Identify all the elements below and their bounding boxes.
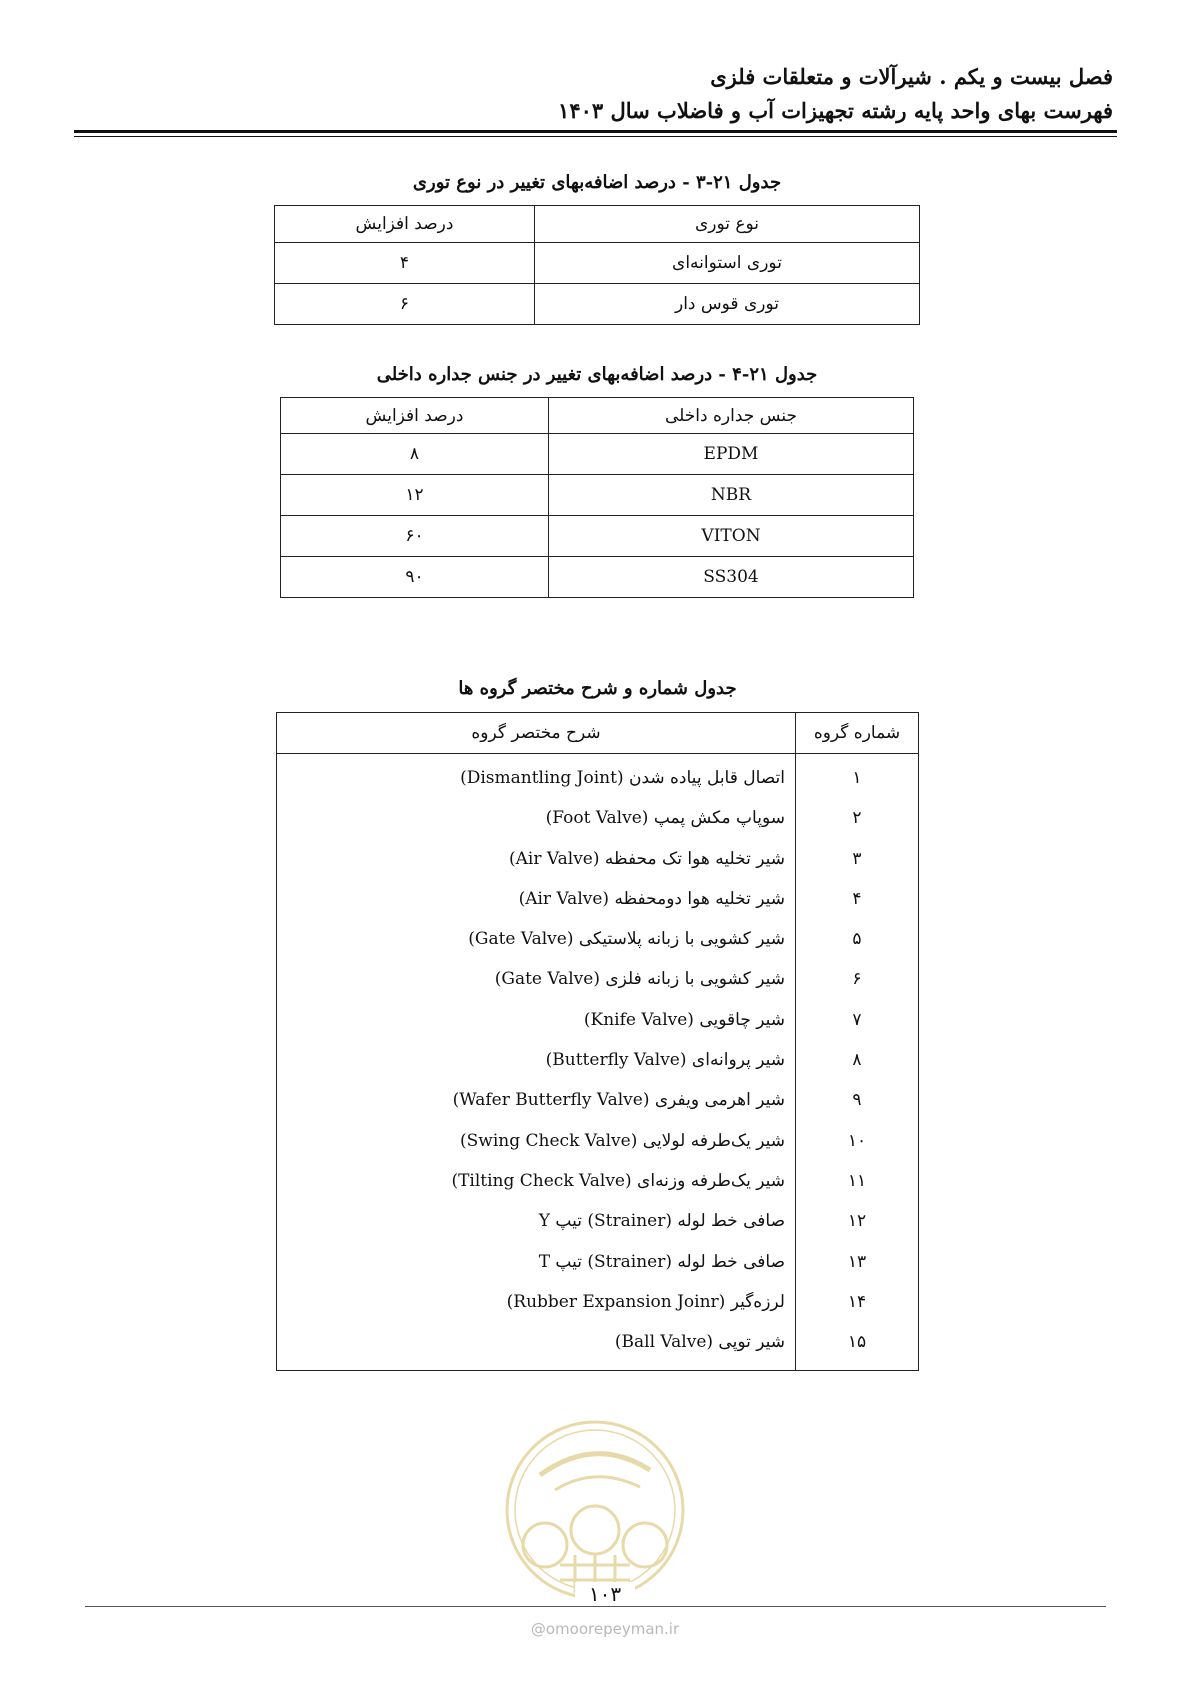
- group-description-cell: لرزه‌گیر (Rubber Expansion Joinr): [277, 1282, 796, 1322]
- table-row: [277, 1080, 919, 1120]
- table-cell: توری قوس دار: [535, 284, 920, 325]
- group-number-cell: ۱۳: [796, 1242, 919, 1282]
- table-row: [277, 879, 919, 919]
- column-header: جنس جداره داخلی: [549, 398, 914, 434]
- table-row: [277, 798, 919, 838]
- group-number-cell: ۵: [796, 919, 919, 959]
- group-number-cell: ۱۰: [796, 1121, 919, 1161]
- table-row: [281, 434, 914, 475]
- table-row: [277, 1000, 919, 1040]
- table-header-row: [281, 398, 914, 434]
- table-row: [277, 839, 919, 879]
- page-number: ۱۰۳: [575, 1582, 635, 1606]
- group-description-cell: شیر توپی (Ball Valve): [277, 1322, 796, 1371]
- group-description-cell: صافی خط لوله (Strainer) تیپ Y: [277, 1201, 796, 1241]
- footer-rule: [85, 1606, 1106, 1607]
- table-row: [277, 1040, 919, 1080]
- table-header-row: [275, 206, 920, 243]
- table-cell: VITON: [549, 516, 914, 557]
- group-description-cell: شیر تخلیه هوا تک محفظه (Air Valve): [277, 839, 796, 879]
- table-row: [277, 1161, 919, 1201]
- group-description-cell: شیر اهرمی ویفری (Wafer Butterfly Valve): [277, 1080, 796, 1120]
- group-description-cell: صافی خط لوله (Strainer) تیپ T: [277, 1242, 796, 1282]
- table-cell: ۶۰: [281, 516, 549, 557]
- table-cell: ۹۰: [281, 557, 549, 598]
- groups-table-body: [277, 754, 919, 1371]
- watermark-text: @omoorepeyman.ir: [530, 1620, 680, 1638]
- table-row: [275, 243, 920, 284]
- group-number-cell: ۱۱: [796, 1161, 919, 1201]
- group-number-cell: ۱۵: [796, 1322, 919, 1371]
- column-header: شرح مختصر گروه: [277, 713, 796, 754]
- group-description-cell: شیر پروانه‌ای (Butterfly Valve): [277, 1040, 796, 1080]
- table-row: [275, 284, 920, 325]
- group-number-cell: ۱۴: [796, 1282, 919, 1322]
- table-cell: NBR: [549, 475, 914, 516]
- table-row: [277, 919, 919, 959]
- table-cell: SS304: [549, 557, 914, 598]
- table-cell: ۶: [275, 284, 535, 325]
- table-row: [277, 1242, 919, 1282]
- table3-caption: جدول شماره و شرح مختصر گروه ها: [458, 678, 737, 699]
- group-number-cell: ۷: [796, 1000, 919, 1040]
- table-cell: ۱۲: [281, 475, 549, 516]
- group-description-cell: شیر کشویی با زبانه پلاستیکی (Gate Valve): [277, 919, 796, 959]
- group-description-cell: شیر کشویی با زبانه فلزی (Gate Valve): [277, 959, 796, 999]
- mesh-type-table: [274, 205, 920, 325]
- column-header: نوع توری: [535, 206, 920, 243]
- group-description-cell: شیر چاقویی (Knife Valve): [277, 1000, 796, 1040]
- header-rule-thick: [74, 130, 1117, 133]
- table-row: [277, 754, 919, 799]
- group-description-cell: شیر یک‌طرفه وزنه‌ای (Tilting Check Valve): [277, 1161, 796, 1201]
- header-rule-thin: [74, 136, 1117, 137]
- group-description-cell: سوپاپ مکش پمپ (Foot Valve): [277, 798, 796, 838]
- group-number-cell: ۶: [796, 959, 919, 999]
- table-row: [277, 1121, 919, 1161]
- table-row: [277, 1322, 919, 1371]
- table-row: [277, 1201, 919, 1241]
- table-row: [277, 959, 919, 999]
- price-list-title: فهرست بهای واحد پایه رشته تجهیزات آب و فاضلاب سال ۱۴۰۳: [558, 98, 1113, 123]
- page-header: [558, 60, 1113, 128]
- table-cell: ۸: [281, 434, 549, 475]
- table-row: [281, 557, 914, 598]
- table-cell: ۴: [275, 243, 535, 284]
- table-cell: EPDM: [549, 434, 914, 475]
- group-description-cell: شیر یک‌طرفه لولایی (Swing Check Valve): [277, 1121, 796, 1161]
- chapter-title: فصل بیست و یکم . شیرآلات و متعلقات فلزی: [710, 64, 1113, 89]
- column-header: درصد افزایش: [275, 206, 535, 243]
- table-cell: توری استوانه‌ای: [535, 243, 920, 284]
- table-row: [277, 1282, 919, 1322]
- group-description-cell: شیر تخلیه هوا دومحفظه (Air Valve): [277, 879, 796, 919]
- table-row: [281, 475, 914, 516]
- group-number-cell: ۲: [796, 798, 919, 838]
- group-number-cell: ۴: [796, 879, 919, 919]
- group-number-cell: ۱: [796, 754, 919, 799]
- column-header: درصد افزایش: [281, 398, 549, 434]
- group-description-cell: اتصال قابل پیاده شدن (Dismantling Joint): [277, 754, 796, 799]
- table-header-row: [277, 713, 919, 754]
- group-number-cell: ۸: [796, 1040, 919, 1080]
- group-number-cell: ۹: [796, 1080, 919, 1120]
- table-row: [281, 516, 914, 557]
- seal-watermark-icon: [500, 1415, 690, 1605]
- column-header: شماره گروه: [796, 713, 919, 754]
- table2-caption: جدول ۲۱-۴ - درصد اضافه‌بهای تغییر در جنس جداره داخلی: [376, 364, 818, 385]
- table1-caption: جدول ۲۱-۳ - درصد اضافه‌بهای تغییر در نوع توری: [412, 172, 782, 193]
- groups-table: [276, 712, 919, 1371]
- group-number-cell: ۳: [796, 839, 919, 879]
- group-number-cell: ۱۲: [796, 1201, 919, 1241]
- lining-material-table: [280, 397, 914, 598]
